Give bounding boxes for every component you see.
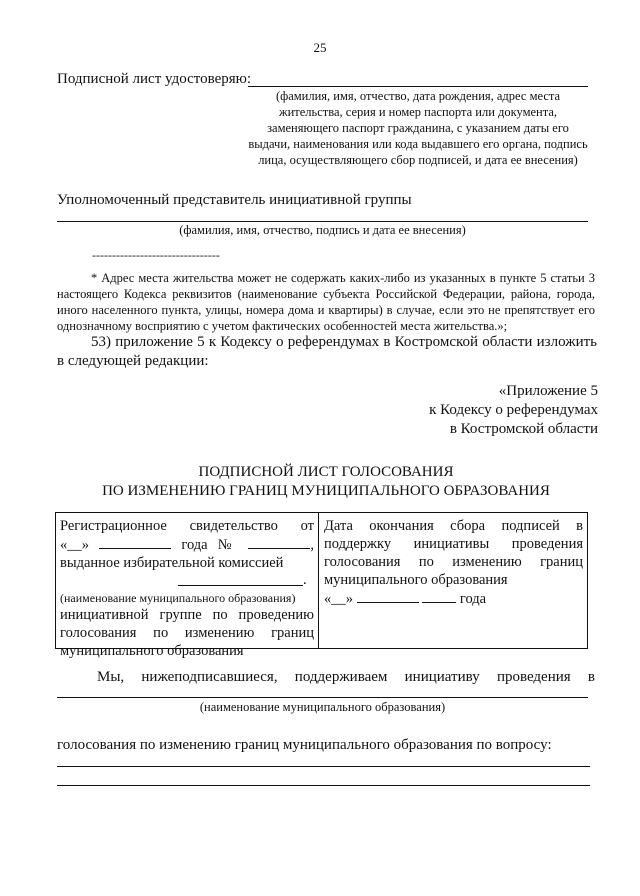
municipality-hint: (наименование муниципального образования) xyxy=(199,700,446,714)
collection-line-1: Дата окончания сбора подписей в xyxy=(324,518,583,534)
registration-table xyxy=(55,512,588,659)
commission-line: . xyxy=(60,572,314,590)
registration-line-3: выданное избирательной комиссией xyxy=(60,555,284,571)
appendix-line-1: «Приложение 5 xyxy=(498,383,598,399)
representative-signature-line[interactable] xyxy=(57,221,588,222)
collection-line-3: голосования по изменению границ xyxy=(324,554,583,570)
certification-label: Подписной лист удостоверяю: xyxy=(57,71,252,87)
form-title xyxy=(0,463,640,501)
registration-date-field[interactable] xyxy=(99,535,171,549)
representative-label: Уполномоченный представитель инициативной группы xyxy=(57,192,412,208)
registration-date-line: «__» года № , xyxy=(60,537,314,553)
support-statement: Мы, нижеподписавшиеся, поддерживаем инициативу проведения в xyxy=(97,669,595,685)
collection-month-field[interactable] xyxy=(357,589,419,603)
representative-hint: (фамилия, имя, отчество, подпись и дата ее внесения) xyxy=(179,223,466,237)
certification-signature-line[interactable] xyxy=(248,86,588,87)
question-line-2[interactable] xyxy=(57,785,590,786)
collection-line-4: муниципального образования xyxy=(324,572,508,588)
page-number: 25 xyxy=(313,40,327,55)
certification-hint: (фамилия, имя, отчество, дата рождения, адрес места жительства, серия и номер паспорта или документа, заменяющего паспорт гражданина, с указанием даты его выдачи, наименования или кода выдавшего его органа, подпись лица, осуществляющего сбор подписей, и дата ее внесения) xyxy=(248,89,588,167)
appendix-line-3: в Костромской области xyxy=(449,421,598,437)
registration-year-no: года № xyxy=(181,537,239,553)
registration-line-1: Регистрационное свидетельство от xyxy=(60,518,314,534)
collection-end-cell xyxy=(319,513,587,648)
collection-year-label: года xyxy=(459,591,487,607)
footnote-text: * Адрес места жительства может не содержать каких-либо из указанных в пункте 5 статьи 3 настоящего Кодекса реквизитов (наименование субъекта Российской Федерации, района, города, иного населенного пункта, улицы, номера дома и квартиры) в случае, если это не препятствует его однозначному восприятию с учетом фактических особенностей места жительства.»; xyxy=(57,271,595,333)
registration-line-5: инициативной группе по проведению xyxy=(60,607,314,623)
municipality-name-line[interactable] xyxy=(57,697,588,698)
collection-year-field[interactable] xyxy=(422,589,456,603)
collection-date-line xyxy=(324,589,583,608)
question-label: голосования по изменению границ муниципального образования по вопросу: xyxy=(57,737,552,753)
commission-name-field[interactable] xyxy=(178,572,303,586)
question-line-1[interactable] xyxy=(57,766,590,767)
registration-line-7: муниципального образования xyxy=(60,643,244,659)
registration-cell xyxy=(56,513,319,659)
appendix-line-2: к Кодексу о референдумах xyxy=(429,402,598,418)
footnote-rule: -------------------------------- xyxy=(92,248,220,262)
registration-number-field[interactable] xyxy=(248,535,310,549)
appendix-reference xyxy=(360,382,598,439)
form-title-line-1: ПОДПИСНОЙ ЛИСТ ГОЛОСОВАНИЯ xyxy=(198,464,454,480)
form-title-line-2: ПО ИЗМЕНЕНИЮ ГРАНИЦ МУНИЦИПАЛЬНОГО ОБРАЗОВАНИЯ xyxy=(102,483,550,499)
registration-date-open: «__» xyxy=(60,537,89,553)
registration-line-6: голосования по изменению границ xyxy=(60,625,314,641)
collection-line-2: поддержку инициативы проведения xyxy=(324,536,583,552)
item-53-text: 53) приложение 5 к Кодексу о референдумах в Костромской области изложить в следующей редакции: xyxy=(57,334,597,369)
registration-hint: (наименование муниципального образования) xyxy=(60,591,296,605)
collection-date-open: «__» xyxy=(324,591,353,607)
